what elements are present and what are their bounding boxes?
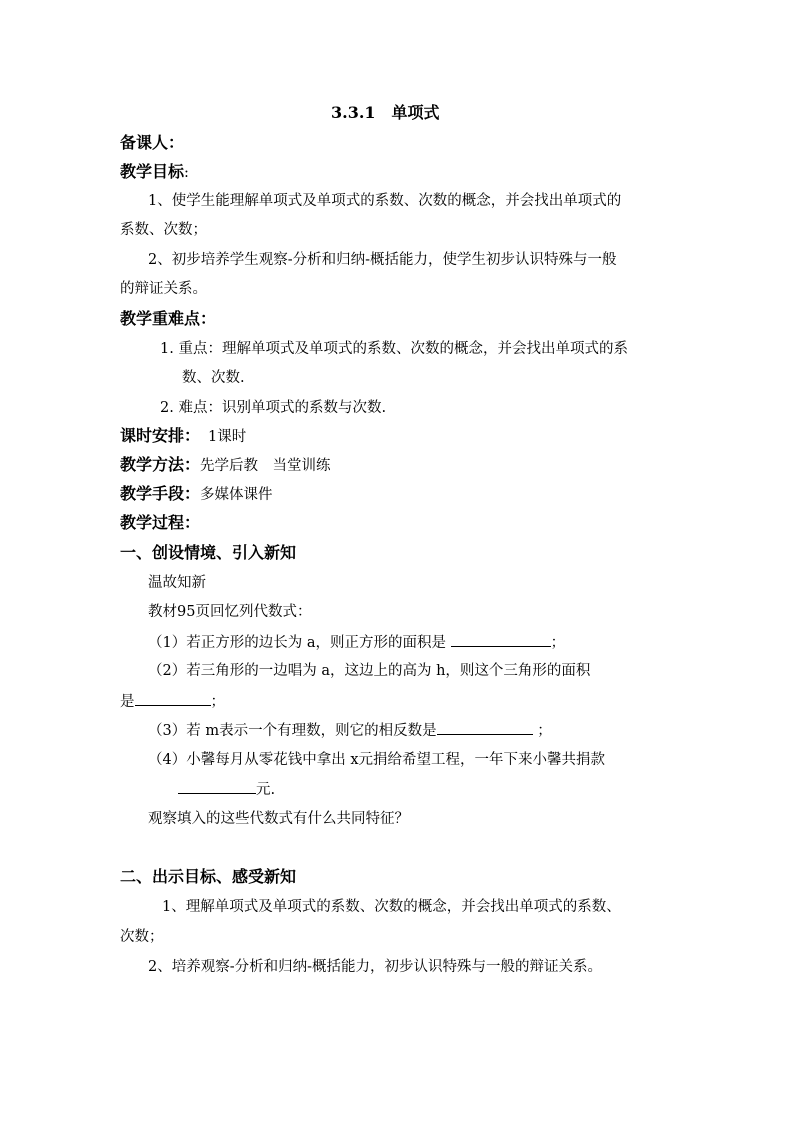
question-4-line-b xyxy=(178,779,275,800)
answer-blank-1[interactable] xyxy=(451,632,551,647)
question-1-text: （1）若正方形的边长为 a，则正方形的面积是 xyxy=(148,635,451,651)
section-2-item-2: 2、培养观察-分析和归纳-概括能力，初步认识特殊与一般的辩证关系。 xyxy=(148,959,603,975)
objective-1-line-a: 1、使学生能理解单项式及单项式的系数、次数的概念，并会找出单项式的 xyxy=(148,193,622,209)
question-2-line-b xyxy=(120,691,225,712)
objectives-heading-line xyxy=(120,162,189,183)
question-2-text-b: 是 xyxy=(120,694,135,710)
review-text: 温故知新 xyxy=(148,575,206,591)
key-points-heading: 教学重难点： xyxy=(120,309,217,328)
key-point-2: 2. 难点：识别单项式的系数与次数. xyxy=(160,400,387,416)
observation-question: 观察填入的这些代数式有什么共同特征？ xyxy=(148,811,409,827)
answer-blank-3[interactable] xyxy=(437,720,533,735)
section-1-heading: 一、创设情境、引入新知 xyxy=(120,543,297,562)
question-2-line-a: （2）若三角形的一边唱为 a，这边上的高为 h，则这个三角形的面积 xyxy=(148,663,591,679)
question-3 xyxy=(148,720,552,741)
question-2-end: ； xyxy=(210,694,225,710)
section-2-item-1-line-a: 1、理解单项式及单项式的系数、次数的概念，并会找出单项式的系数、 xyxy=(162,899,621,915)
objective-1-line-b: 系数、次数； xyxy=(120,222,207,238)
means-label: 教学手段： xyxy=(120,484,201,503)
intro-text: 教材95页回忆列代数式： xyxy=(148,604,312,620)
question-3-text: （3）若 m表示一个有理数，则它的相反数是 xyxy=(148,723,437,739)
key-point-1-line-a: 1. 重点：理解单项式及单项式的系数、次数的概念，并会找出单项式的系 xyxy=(160,341,628,357)
method-value: 先学后教 当堂训练 xyxy=(200,458,331,474)
means-value: 多媒体课件 xyxy=(200,487,273,503)
objectives-heading: 教学目标 xyxy=(120,162,185,181)
section-2-heading: 二、出示目标、感受新知 xyxy=(120,867,297,886)
section-2-item-1-line-b: 次数； xyxy=(120,929,164,945)
objectives-colon: : xyxy=(184,165,189,181)
objective-2-line-a: 2、初步培养学生观察-分析和归纳-概括能力，使学生初步认识特殊与一般 xyxy=(148,252,617,268)
page-title: 3.3.1 单项式 xyxy=(331,103,440,122)
answer-blank-4[interactable] xyxy=(178,779,256,794)
question-4-line-a: （4）小馨每月从零花钱中拿出 x元捐给希望工程，一年下来小馨共捐款 xyxy=(148,752,606,768)
key-point-1-line-b: 数、次数. xyxy=(182,370,245,386)
objective-2-line-b: 的辩证关系。 xyxy=(120,281,207,297)
question-4-end: 元. xyxy=(256,782,276,798)
method-label: 教学方法： xyxy=(120,455,201,474)
schedule-label: 课时安排： xyxy=(120,426,201,445)
answer-blank-2[interactable] xyxy=(135,691,211,706)
means-line xyxy=(120,484,273,505)
question-1 xyxy=(148,632,565,653)
schedule-line xyxy=(120,426,246,447)
method-line xyxy=(120,455,331,476)
preparer-label: 备课人： xyxy=(120,133,185,152)
question-3-end: ； xyxy=(532,723,552,739)
process-label: 教学过程： xyxy=(120,513,201,532)
schedule-value: 1课时 xyxy=(208,429,247,445)
question-1-end: ； xyxy=(550,635,566,651)
